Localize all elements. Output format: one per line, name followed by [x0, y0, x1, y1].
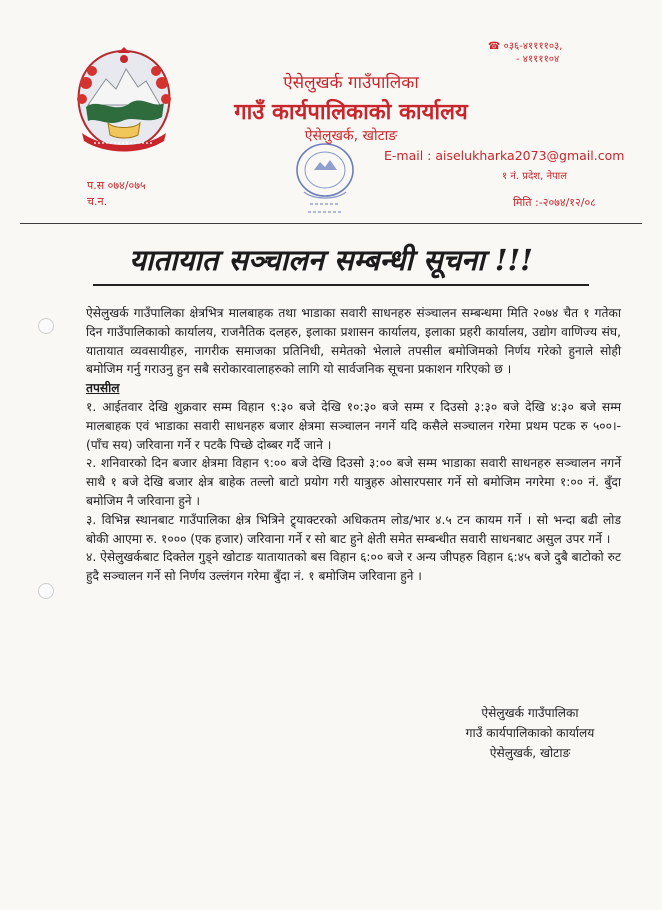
phone-line-2: - ४११११०४	[516, 54, 560, 65]
email-address: E-mail : aiselukharka2073@gmail.com	[384, 148, 625, 163]
notice-title: यातायात सञ्चालन सम्बन्धी सूचना !!!	[129, 243, 533, 277]
point-1: १. आईतवार देखि शुक्रवार सम्म विहान ९:३० बजे देखि १०:३० बजे सम्म र दिउसो ३:३० बजे देखि ४:३० बजे सम्म मालबाहक एवं भाडाका सवारी साधनहरु बजार क्षेत्रमा सञ्चालन नगर्ने यदि कसैले सञ्चालन गरेमा प्रथम पटक रु ५००।- (पाँच सय) जरिवाना गर्ने र पटकै पिच्छे दोब्बर गर्दै जाने ।	[86, 399, 621, 452]
signature-line-2: गाउँ कार्यपालिकाको कार्यालय	[465, 726, 595, 740]
punch-hole-top	[38, 318, 54, 334]
province-address: १ नं. प्रदेश, नेपाल	[502, 171, 568, 182]
title-underline	[93, 284, 589, 286]
punch-hole-bottom	[38, 583, 54, 599]
signature-line-1: ऐसेलुखर्क गाउँपालिका	[481, 706, 579, 720]
org-name: ऐसेलुखर्क गाउँपालिका	[283, 73, 419, 93]
letter-date: मिति :-२०७४/१२/०८	[513, 196, 596, 209]
point-3: ३. विभिन्न स्थानबाट गाउँपालिका क्षेत्र भित्रिने ट्र्याक्टरको अधिकतम लोड/भार ४.५ टन कायम गर्ने । सो भन्दा बढी लोड बोकी आएमा रु. १००० (एक हजार) जरिवाना गर्ने र सो बाट हुने क्षेती समेत सम्बन्धीत सवारी साधनबाट असुल उपर गर्ने ।	[86, 512, 621, 546]
office-stamp-icon	[290, 140, 360, 222]
phone-line-1: ☎ ०३६-४११११०३,	[488, 41, 563, 52]
point-4: ४. ऐसेलुखर्कबाट दिक्तेल गुड्ने खोटाङ यातायातको बस विहान ६:०० बजे र अन्य जीपहरु विहान ६:४५ बजे दुबै बाटोको रुट हुदै सञ्चालन गर्ने सो निर्णय उल्लंगन गरेमा बुँदा नं. १ बमोजिम जरिवाना हुने ।	[86, 550, 621, 584]
reference-block	[87, 178, 146, 210]
header-divider	[20, 223, 642, 224]
letter-number: प.स ०७४/०७५	[87, 179, 146, 192]
phone-numbers	[488, 40, 562, 66]
dispatch-number: च.न.	[87, 195, 108, 208]
office-location: ऐसेलुखर्क, खोटाङ	[304, 128, 398, 144]
office-name: गाउँ कार्यपालिकाको कार्यालय	[234, 100, 468, 125]
signature-block	[440, 703, 620, 763]
signature-line-3: ऐसेलुखर्क, खोटाङ	[489, 746, 571, 760]
notice-body	[86, 304, 621, 586]
details-heading: तपसील	[86, 381, 120, 396]
point-2: २. शनिवारको दिन बजार क्षेत्रमा विहान ९:०० बजे देखि दिउसो ३:०० बजे सम्म भाडाका सवारी साधनहरु सञ्चालन नगर्ने साथै १ बजे देखि बजार क्षेत्र बाहेक तल्लो बाटो प्रयोग गरी यात्रुहरु ओसारपसार गर्ने सो बमोजिम नगरेमा १:०० नं. बुँदा बमोजिम नै जरिवाना हुने ।	[86, 456, 621, 508]
intro-paragraph: ऐसेलुखर्क गाउँपालिका क्षेत्रभित्र मालबाहक तथा भाडाका सवारी साधनहरु संञ्चालन सम्बन्धमा मिति २०७४ चैत १ गतेका दिन गाउँपालिकाको कार्यालय, राजनैतिक दलहरु, इलाका प्रशासन कार्यालय, इलाका प्रहरी कार्यालय, उद्योग वाणिज्य संघ, यातायात व्यवसायीहरु, नागरीक समाजका प्रतिनिधी, समेतको भेलाले तपसील बमोजिमको निर्णय गरेको हुनाले सोही बमोजिम गर्नु गराउनु हुन सबै सरोकारवालाहरुको लागि यो सार्वजनिक सूचना प्रकाशन गरिएको छ ।	[86, 306, 621, 377]
